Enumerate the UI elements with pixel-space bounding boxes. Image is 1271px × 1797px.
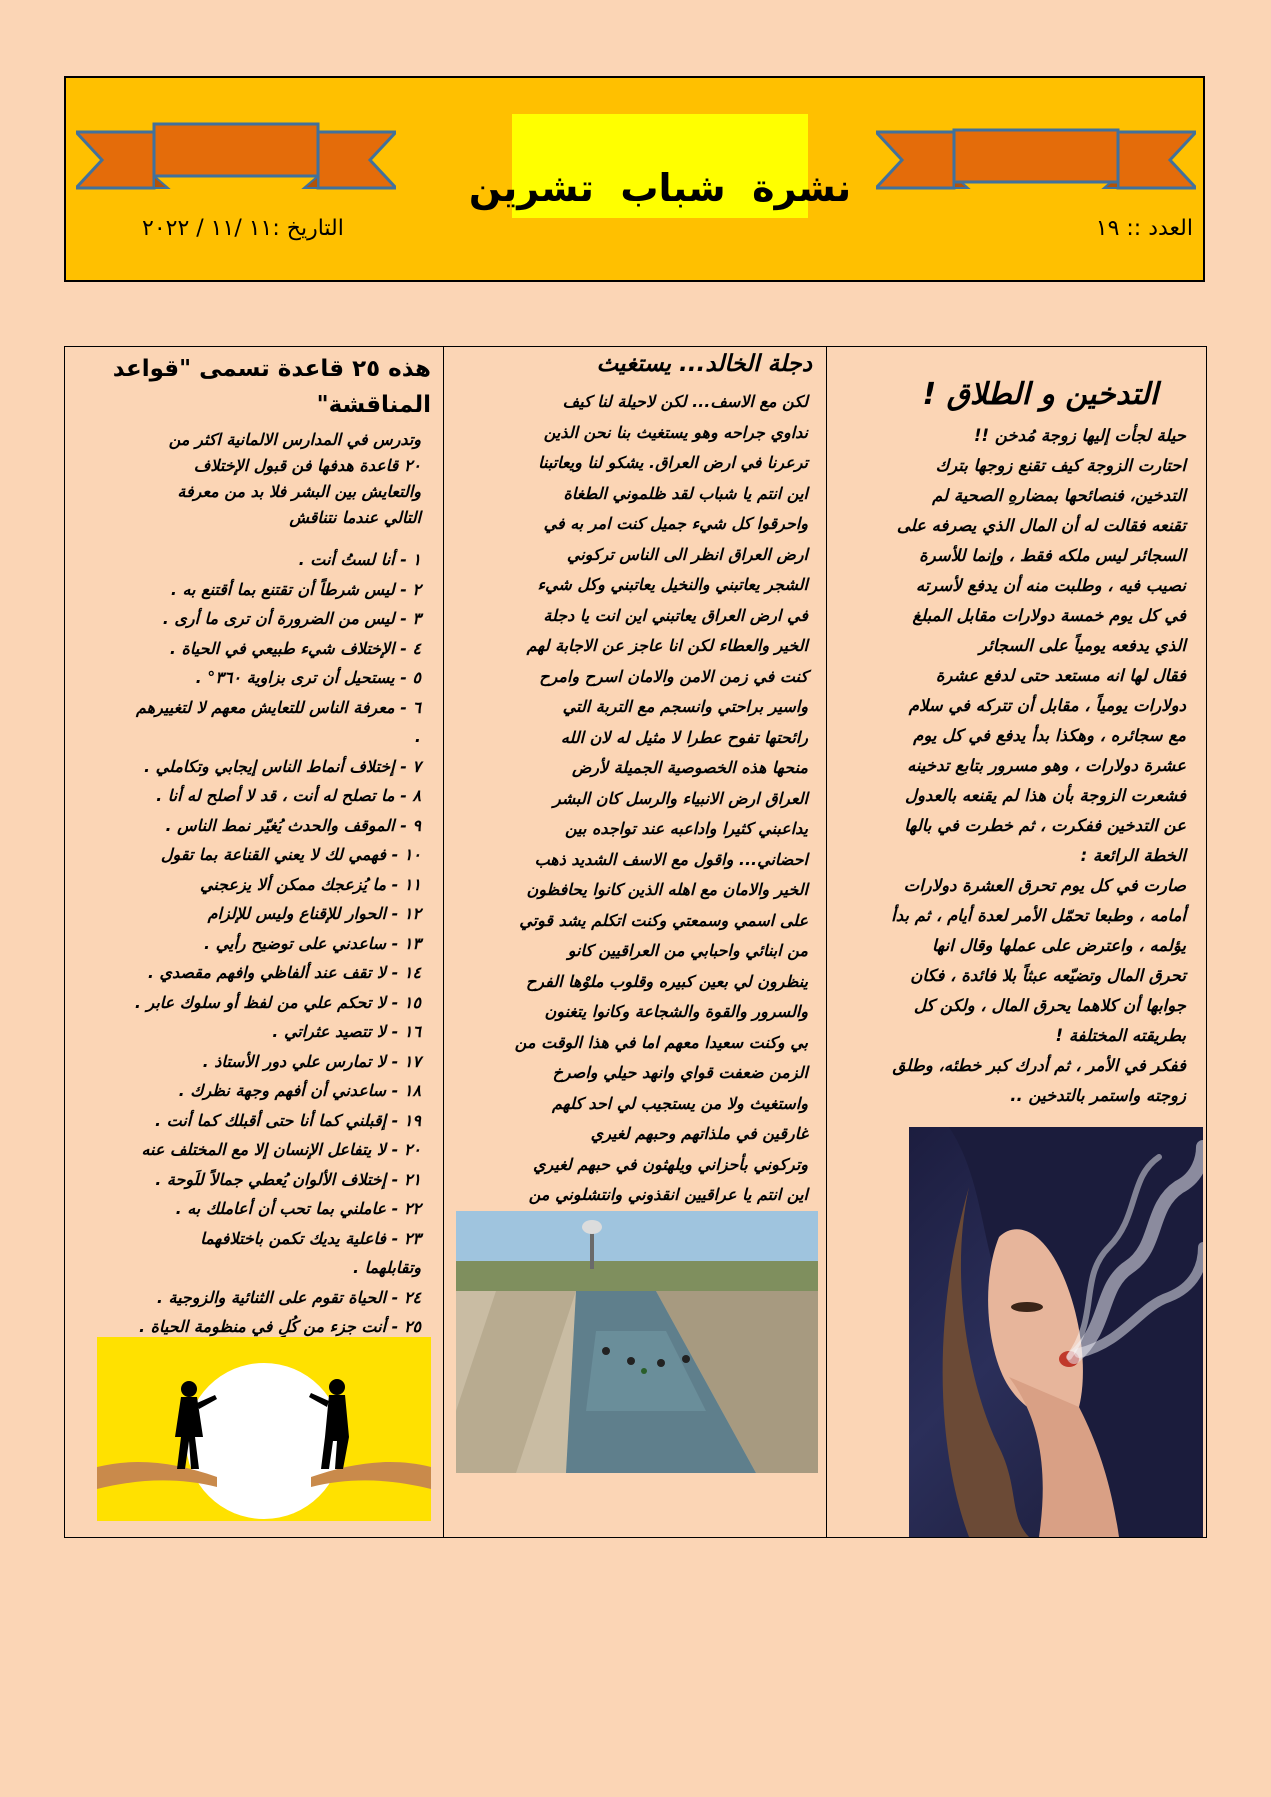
text-line: اين انتم يا عراقيين انقذوني وانتشلوني من xyxy=(528,1185,808,1204)
rule-item: ١٧ - لا تمارس علي دور الأستاذ . xyxy=(202,1051,421,1071)
text-line: عشرة دولارات ، وهو مسرور بتابع تدخينه xyxy=(907,756,1186,775)
text-line: ارض العراق انظر الى الناس تركوني xyxy=(566,544,808,564)
rule-item: ١٦ - لا تتصيد عثراتي . xyxy=(272,1022,421,1041)
text-line: في ارض العراق يعاتبني اين انت يا دجلة xyxy=(543,605,808,625)
text-line: على اسمي وسمعتي وكنت اتكلم يشد قوتي xyxy=(519,910,808,930)
text-line: واحرقوا كل شيء جميل كنت امر به في xyxy=(543,514,808,533)
text-line: الخير والامان مع اهله الذين كانوا يحافظون xyxy=(526,880,808,899)
rule-item: ١٤ - لا تقف عند ألفاظي وافهم مقصدي . xyxy=(147,963,421,982)
rule-item: ١٩ - إقبلني كما أنا حتى أقبلك كما أنت . xyxy=(154,1110,421,1130)
rule-item: ٢٤ - الحياة تقوم على الثنائية والزوجية . xyxy=(156,1287,421,1307)
debate-silhouettes-image xyxy=(97,1337,431,1521)
text-line: منحها هذه الخصوصية الجميلة لأرض xyxy=(571,758,808,777)
rule-item: ٤ - الإختلاف شيء طبيعي في الحياة . xyxy=(169,638,421,658)
text-line: يؤلمه ، واعترض على عملها وقال انها xyxy=(932,936,1186,955)
text-line: تقنعه فقالت له أن المال الذي يصرفه على xyxy=(896,516,1186,535)
text-line: احضاني... واقول مع الاسف الشديد ذهب xyxy=(534,849,808,869)
text-line: تحرق المال وتضيّعه عبثاً بلا فائدة ، فكان xyxy=(910,966,1186,985)
rule-item: ٢ - ليس شرطاً أن تقتنع بما أقتنع به . xyxy=(170,579,421,599)
text-line: جوابها أن كلاهما يحرق المال ، ولكن كل xyxy=(913,996,1186,1015)
rule-item: ٢٥ - أنت جزء من كُلٍ في منظومة الحياة . xyxy=(138,1317,421,1336)
rule-item: . xyxy=(414,727,421,746)
text-line: عن التدخين ففكرت ، ثم خطرت في بالها xyxy=(904,816,1186,835)
smoking-article-body xyxy=(835,421,1186,1111)
text-line: زوجته واستمر بالتدخين .. xyxy=(1010,1086,1186,1105)
text-line: لكن مع الاسف... لكن لاحيلة لنا كيف xyxy=(562,392,808,411)
text-line: اين انتم يا شباب لقد ظلموني الطغاة xyxy=(563,483,808,503)
newsletter-title-box xyxy=(468,114,852,218)
text-line: صارت في كل يوم تحرق العشرة دولارات xyxy=(903,876,1186,895)
rule-item: ٦ - معرفة الناس للتعايش معهم لا لتغييرهم xyxy=(136,697,421,717)
text-line: الخطة الرائعة : xyxy=(1080,846,1186,865)
rule-item: ١ - أنا لستُ أنت . xyxy=(298,550,421,569)
text-line: كنت في زمن الامن والامان اسرح وامرح xyxy=(539,666,808,686)
newsletter-title: نشرة شباب تشرين xyxy=(468,166,852,210)
text-line: نصيب فيه ، وطلبت منه أن يدفع لأسرته xyxy=(915,576,1186,595)
text-line: التدخين، فنصائحها بمضارهِ الصحية لم xyxy=(932,486,1186,505)
text-line: ينظرون لي بعين كبيره وقلوب ملوْها الفرح xyxy=(525,971,808,991)
rule-item: ٢٣ - فاعلية يديك تكمن باختلافهما xyxy=(200,1228,421,1248)
tigris-article-body xyxy=(452,387,808,1241)
debate-rules-article xyxy=(65,347,443,1537)
text-line: بي وكنت سعيدا معهم اما في هذا الوقت من xyxy=(514,1032,808,1052)
text-line: الخير والعطاء لكن انا عاجز عن الاجابة لهم xyxy=(526,636,808,655)
issue-number: العدد :: ١٩ xyxy=(1095,216,1193,241)
rule-item: ١٥ - لا تحكم علي من لفظ أو سلوك عابر . xyxy=(134,992,421,1012)
text-line: بطريقته المختلفة ! xyxy=(1055,1026,1186,1045)
text-line: والتعايش بين البشر فلا بد من معرفة xyxy=(177,482,421,501)
tigris-article xyxy=(443,347,827,1537)
text-line: دولارات يومياً ، مقابل أن تتركه في سلام xyxy=(908,696,1186,715)
rule-item: ٥ - يستحيل أن ترى بزاوية ٣٦٠° . xyxy=(195,668,421,687)
text-line: العراق ارض الانبياء والرسل كان البشر xyxy=(552,788,808,808)
ribbon-banner-icon xyxy=(876,122,1196,202)
text-line: من ابنائي واحبابي من العراقيين كانو xyxy=(567,941,808,960)
text-line: وتدرس في المدارس الالمانية اكثر من xyxy=(168,430,421,449)
text-line: يداعبني كثيرا واداعبه عند تواجده بين xyxy=(565,819,808,838)
smoking-article xyxy=(827,347,1206,1537)
smoking-article-heading: التدخين و الطلاق ! xyxy=(922,377,1158,412)
text-line: فشعرت الزوجة بأن هذا لم يقنعه بالعدول xyxy=(904,786,1186,805)
text-line: مع سجائره ، وهكذا بدأ يدفع في كل يوم xyxy=(913,726,1186,745)
text-line: السجائر ليس ملكه فقط ، وإنما للأسرة xyxy=(919,546,1186,565)
text-line: وتركوني بأحزاني ويلهثون في حبهم لغيري xyxy=(532,1154,808,1174)
text-line: والسرور والقوة والشجاعة وكانوا يتغنون xyxy=(544,1002,808,1021)
rule-item: ٣ - ليس من الضرورة أن ترى ما أرى . xyxy=(162,609,421,628)
article-columns xyxy=(64,346,1207,1538)
tigris-river-photo xyxy=(456,1211,818,1473)
text-line: أمامه ، وطبعا تحمّل الأمر لعدة أيام ، ثم بدأ xyxy=(891,906,1186,925)
text-line: احتارت الزوجة كيف تقنع زوجها بترك xyxy=(935,456,1186,475)
text-line: ٢٠ قاعدة هدفها فن قبول الإختلاف xyxy=(193,456,421,475)
tigris-article-heading: دجلة الخالد... يستغيث xyxy=(596,351,812,377)
text-line: فقال لها انه مستعد حتى لدفع عشرة xyxy=(935,666,1186,685)
text-line: ففكر في الأمر ، ثم أدرك كبر خطئه، وطلق xyxy=(892,1056,1186,1075)
text-line: الشجر يعاتبني والنخيل يعاتبني وكل شيء xyxy=(537,575,808,594)
newsletter-header xyxy=(64,76,1205,282)
rule-item: ١٨ - ساعدني أن أفهم وجهة نظرك . xyxy=(178,1081,421,1100)
rule-item: ١٣ - ساعدني على توضيح رأيي . xyxy=(204,933,421,953)
rule-item: ٢٢ - عاملني بما تحب أن أعاملك به . xyxy=(175,1199,421,1218)
rule-item: ١٠ - فهمي لك لا يعني القناعة بما تقول xyxy=(160,845,421,864)
rule-item: ٧ - إختلاف أنماط الناس إيجابي وتكاملي . xyxy=(144,756,421,776)
text-line: نداوي جراحه وهو يستغيث بنا نحن الذين xyxy=(543,422,808,442)
debate-rules-intro xyxy=(75,427,421,531)
text-line: رائحتها تفوح عطرا لا مثيل له لان الله xyxy=(560,727,808,747)
text-line: غارقين في ملذاتهم وحبهم لغيري xyxy=(590,1124,808,1143)
rule-item: ٩ - الموقف والحدث يُغيّر نمط الناس . xyxy=(165,815,421,835)
text-line: الذي يدفعه يومياً على السجائر xyxy=(979,636,1186,655)
text-line: حيلة لجأت إليها زوجة مُدخن !! xyxy=(974,426,1186,445)
debate-rules-list xyxy=(71,545,421,1342)
text-line: التالي عندما نتناقش xyxy=(289,508,421,527)
rule-item: ٨ - ما تصلح له أنت ، قد لا أصلح له أنا . xyxy=(156,786,421,805)
rule-item: ٢٠ - لا يتفاعل الإنسان إلا مع المختلف عنه xyxy=(141,1140,421,1159)
ribbon-banner-icon xyxy=(76,122,396,202)
smoking-woman-photo xyxy=(909,1127,1203,1537)
rule-item: وتقابلهما . xyxy=(352,1258,421,1277)
text-line: الزمن ضعفت قواي وانهد حيلي واصرخ xyxy=(552,1063,808,1082)
text-line: واسير براحتي وانسجم مع التربة التي xyxy=(562,697,808,716)
rule-item: ١١ - ما يُزعجك ممكن ألا يزعجني xyxy=(199,874,421,894)
text-line: واستغيث ولا من يستجيب لي احد كلهم xyxy=(552,1093,808,1113)
text-line: في كل يوم خمسة دولارات مقابل المبلغ xyxy=(912,606,1186,625)
text-line: ترعرنا في ارض العراق. يشكو لنا ويعاتبنا xyxy=(538,453,808,472)
rule-item: ٢١ - إختلاف الألوان يُعطي جمالاً للَوحة . xyxy=(155,1169,421,1189)
rule-item: ١٢ - الحوار للإقناع وليس للإلزام xyxy=(207,904,421,923)
issue-date: التاريخ :١١ /١١ / ٢٠٢٢ xyxy=(142,216,344,241)
debate-rules-heading: هذه ٢٥ قاعدة تسمى "قواعد المناقشة" xyxy=(112,356,431,418)
